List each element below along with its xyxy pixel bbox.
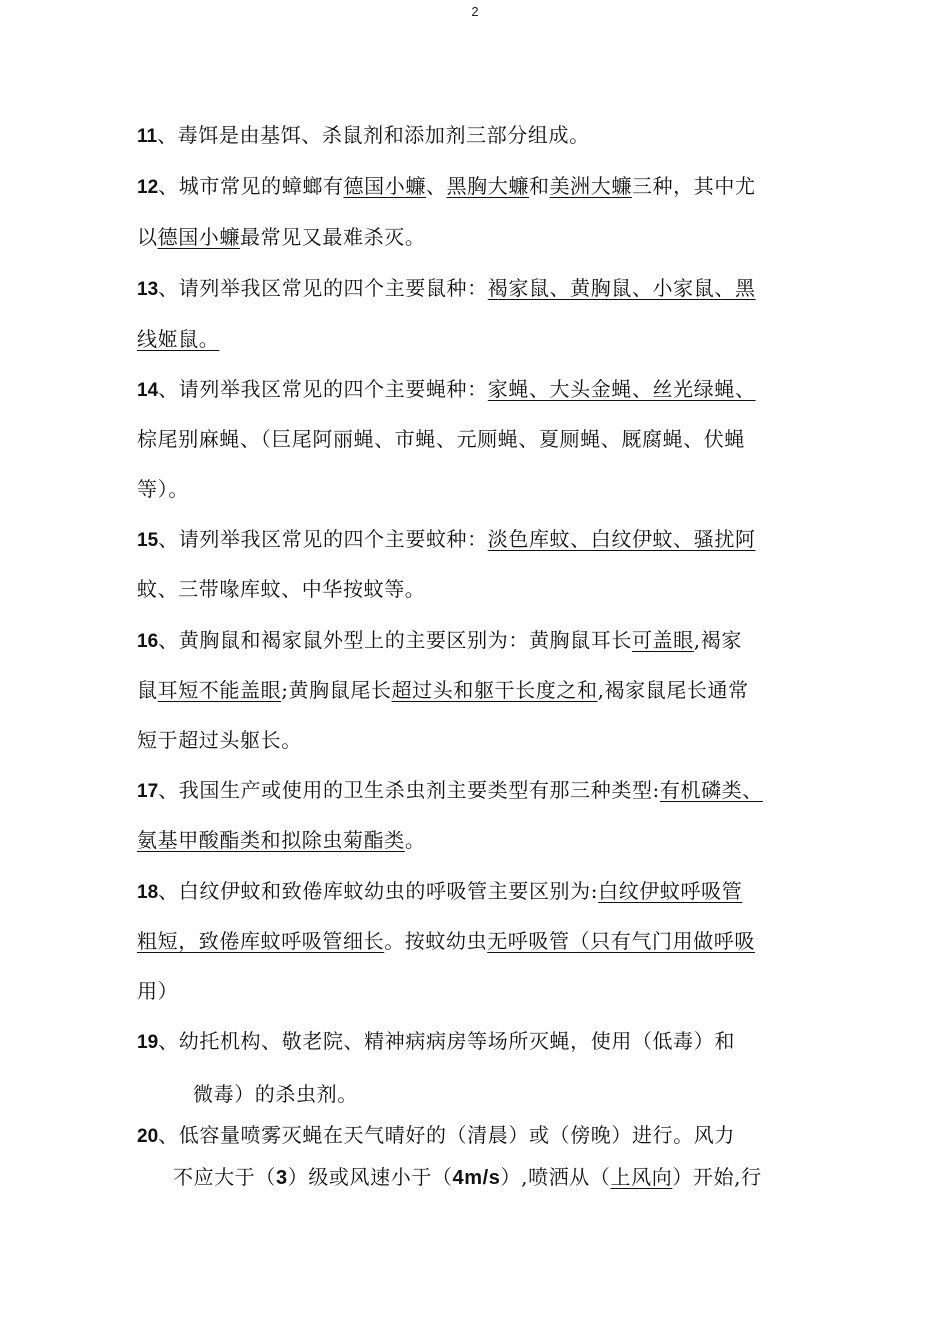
- item-text: 、请列举我区常见的四个主要蚊种：: [158, 527, 488, 551]
- item-20-line-1: [137, 1122, 735, 1150]
- item-19-line-2: [193, 1081, 358, 1107]
- item-text: 不应大于（: [173, 1165, 276, 1189]
- answer-underline: 有机磷类、: [659, 778, 763, 802]
- answer-underline: 褐家鼠、黄胸鼠、小家鼠、黑: [487, 276, 756, 300]
- item-number: 18: [137, 882, 159, 903]
- item-text: 、我国生产或使用的卫生杀虫剂主要类型有那三种类型:: [158, 778, 660, 802]
- answer-underline: 德国小蠊: [157, 225, 241, 249]
- item-text: 、毒饵是由基饵、杀鼠剂和添加剂三部分组成。: [157, 123, 590, 147]
- item-text: 、城市常见的蟑螂有: [158, 174, 344, 198]
- item-text: ;黄胸鼠尾长: [281, 678, 392, 702]
- item-text: 、白纹伊蚊和致倦库蚊幼虫的呼吸管主要区别为:: [158, 879, 599, 903]
- item-text: 、黄胸鼠和褐家鼠外型上的主要区别为：黄胸鼠耳长: [158, 628, 632, 652]
- item-16-line-1: [137, 627, 742, 655]
- item-17-line-1: [137, 777, 763, 805]
- item-number: 19: [137, 1032, 159, 1053]
- item-text: 蚊、三带喙库蚊、中华按蚊等。: [137, 577, 426, 601]
- item-text: 用）: [137, 979, 179, 1003]
- item-text: 和: [528, 174, 550, 198]
- item-text: 。按蚊幼虫: [384, 929, 488, 953]
- item-15-line-1: [137, 526, 756, 554]
- answer-underline: 上风向: [610, 1165, 673, 1189]
- item-text: 、低容量喷雾灭蝇在天气晴好的（清晨）或（傍晚）进行。风力: [158, 1123, 735, 1147]
- item-17-line-2: [137, 827, 425, 853]
- page-number: 2: [471, 4, 479, 19]
- item-text: ,褐家鼠尾长通常: [597, 678, 749, 702]
- answer-underline: 氨基甲酸酯类和拟除虫菊酯类: [137, 828, 405, 852]
- item-number: 12: [137, 177, 159, 198]
- item-text: 三种，其中尤: [631, 174, 756, 198]
- item-text: 3: [276, 1167, 288, 1189]
- item-text: 、幼托机构、敬老院、精神病病房等场所灭蝇，使用（低毒）和: [158, 1029, 735, 1053]
- item-text: 最常见又最难杀灭。: [240, 225, 426, 249]
- answer-underline: 黑胸大蠊: [446, 174, 529, 198]
- item-text: 以: [137, 225, 158, 249]
- answer-underline: 德国小蠊: [343, 174, 426, 198]
- item-text: 棕尾别麻蝇、（巨尾阿丽蝇、市蝇、元厕蝇、夏厕蝇、厩腐蝇、伏蝇: [137, 427, 745, 451]
- answer-underline: 线姬鼠。: [137, 327, 220, 351]
- item-18-line-1: [137, 878, 742, 906]
- item-text: 4m/s: [452, 1167, 501, 1189]
- item-11-line-1: [137, 122, 590, 150]
- item-text: ,褐家: [693, 628, 742, 652]
- item-number: 15: [137, 530, 159, 551]
- item-number: 17: [137, 781, 159, 802]
- item-text: 鼠: [137, 678, 158, 702]
- item-12-line-2: [137, 224, 425, 250]
- item-text: ）级或风速小于（: [287, 1165, 453, 1189]
- item-16-line-3: [137, 727, 302, 753]
- item-number: 11: [137, 126, 158, 147]
- item-text: 微毒）的杀虫剂。: [193, 1082, 358, 1106]
- item-number: 16: [137, 631, 159, 652]
- item-20-line-2: [173, 1164, 762, 1191]
- item-18-line-2: [137, 928, 755, 954]
- item-16-line-2: [137, 677, 749, 703]
- answer-underline: 超过头和躯干长度之和: [391, 678, 598, 702]
- answer-underline: 美洲大蠊: [549, 174, 632, 198]
- item-text: 短于超过头躯长。: [137, 728, 302, 752]
- item-14-line-1: [137, 376, 756, 404]
- item-text: 、: [425, 174, 447, 198]
- item-12-line-1: [137, 173, 756, 201]
- item-14-line-3: [137, 476, 189, 502]
- item-text: ）开始,行: [672, 1165, 762, 1189]
- answer-underline: 家蝇、大头金蝇、丝光绿蝇、: [487, 377, 756, 401]
- answer-underline: 白纹伊蚊呼吸管: [598, 879, 743, 903]
- item-text: ）,喷洒从（: [500, 1165, 611, 1189]
- item-text: 。: [404, 828, 426, 852]
- item-number: 20: [137, 1126, 159, 1147]
- item-19-line-1: [137, 1028, 735, 1056]
- item-14-line-2: [137, 426, 745, 452]
- item-13-line-2: [137, 326, 219, 352]
- item-15-line-2: [137, 576, 425, 602]
- answer-underline: 淡色库蚊、白纹伊蚊、骚扰阿: [487, 527, 756, 551]
- item-18-line-3: [137, 978, 178, 1004]
- item-number: 13: [137, 279, 159, 300]
- answer-underline: 耳短不能盖眼: [157, 678, 282, 702]
- item-13-line-1: [137, 275, 756, 303]
- answer-underline: 无呼吸管（只有气门用做呼吸: [487, 929, 756, 953]
- item-text: 、请列举我区常见的四个主要蝇种：: [158, 377, 488, 401]
- item-number: 14: [137, 380, 159, 401]
- item-text: 等）。: [137, 477, 189, 501]
- answer-underline: 粗短，致倦库蚊呼吸管细长: [137, 929, 385, 953]
- answer-underline: 可盖眼: [631, 628, 694, 652]
- item-text: 、请列举我区常见的四个主要鼠种：: [158, 276, 488, 300]
